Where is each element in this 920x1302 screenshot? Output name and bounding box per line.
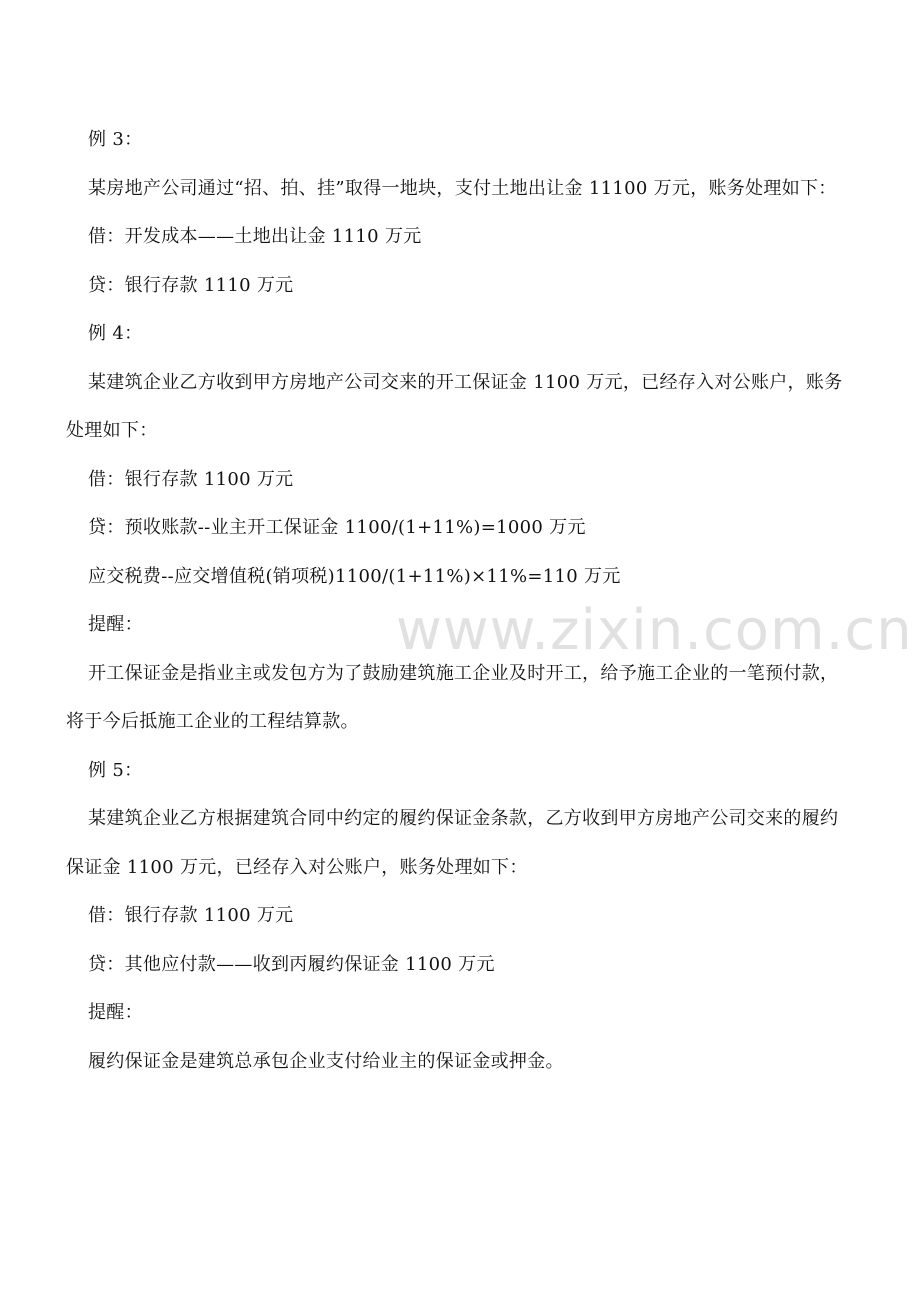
reminder-heading-1: 提醒： <box>88 614 143 635</box>
watermark: www.zixin.com.cn <box>396 598 913 663</box>
example-5-description: 某建筑企业乙方根据建筑合同中约定的履约保证金条款，乙方收到甲方房地产公司交来的履约保证金 1100 万元，已经存入对公账户，账务处理如下： <box>66 808 839 878</box>
document-body <box>66 116 856 1086</box>
example-4-description: 某建筑企业乙方收到甲方房地产公司交来的开工保证金 1100 万元，已经存入对公账户，账务处理如下： <box>66 371 843 441</box>
example-5-credit-entry: 贷：其他应付款——收到丙履约保证金 1100 万元 <box>88 953 495 975</box>
example-3-debit-entry: 借：开发成本——土地出让金 1110 万元 <box>88 226 422 247</box>
example-4-heading: 例 4： <box>88 323 143 344</box>
example-5-heading: 例 5： <box>88 759 143 781</box>
example-3-credit-entry: 贷：银行存款 1110 万元 <box>88 274 294 296</box>
example-3-description: 某房地产公司通过“招、拍、挂”取得一地块，支付土地出让金 11100 万元，账务处理如下： <box>88 177 837 199</box>
reminder-heading-2: 提醒： <box>88 1002 143 1023</box>
example-4-credit-entry: 贷：预收账款--业主开工保证金 1100/(1+11%)=1000 万元 <box>88 517 586 538</box>
example-5-debit-entry: 借：银行存款 1100 万元 <box>88 905 294 926</box>
example-4-tax-entry: 应交税费--应交增值税(销项税)1100/(1+11%)×11%=110 万元 <box>88 565 621 587</box>
reminder-text-1: 开工保证金是指业主或发包方为了鼓励建筑施工企业及时开工，给予施工企业的一笔预付款，将于今后抵施工企业的工程结算款。 <box>66 662 839 732</box>
reminder-text-2: 履约保证金是建筑总承包企业支付给业主的保证金或押金。 <box>88 1050 564 1072</box>
example-3-heading: 例 3： <box>88 129 143 150</box>
example-4-debit-entry: 借：银行存款 1100 万元 <box>88 468 294 490</box>
